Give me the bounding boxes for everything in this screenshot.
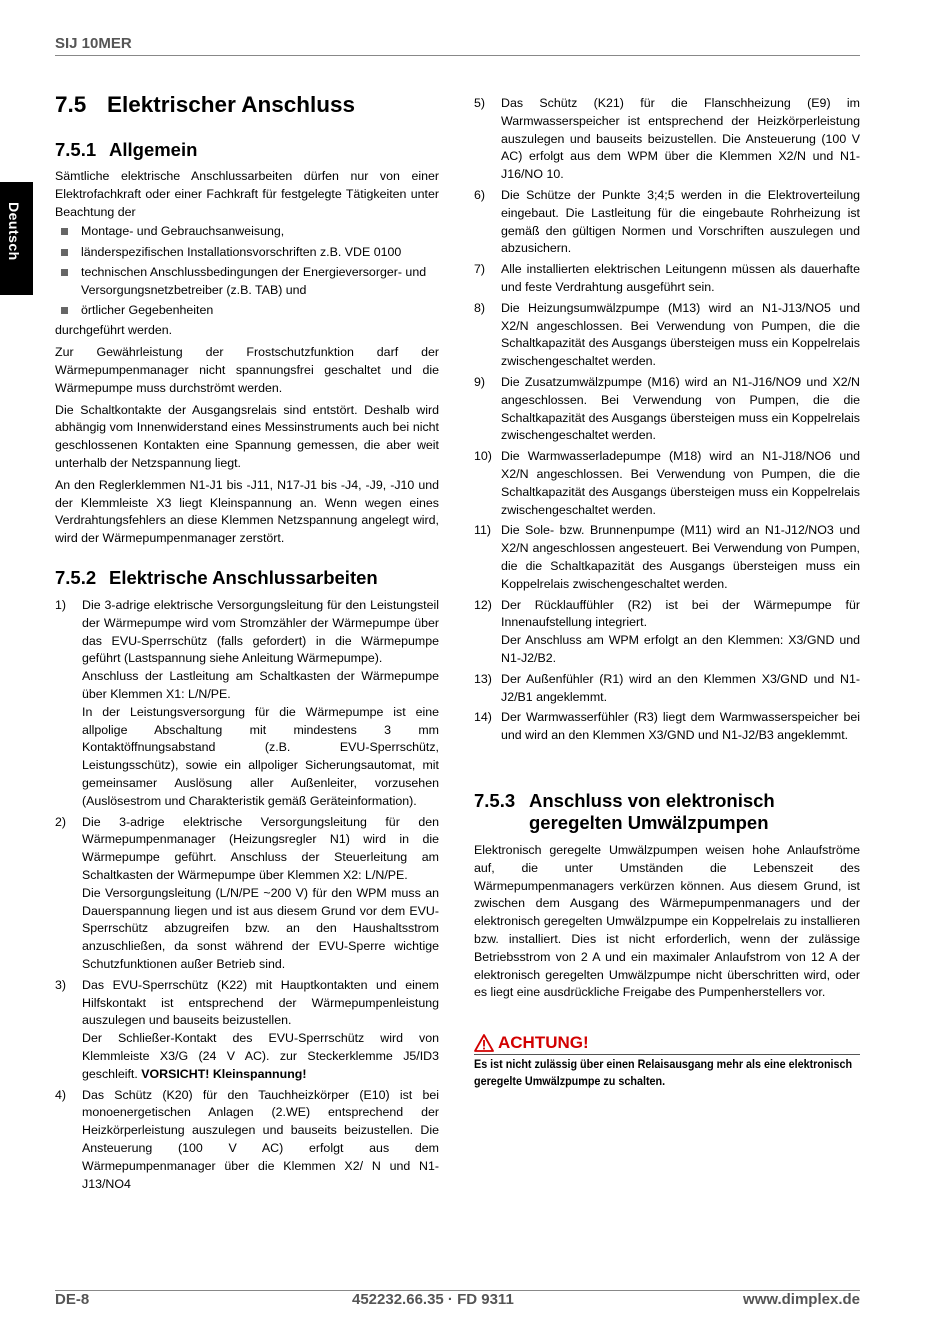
s752-continued bbox=[474, 95, 860, 748]
footer-website: www.dimplex.de bbox=[743, 1291, 860, 1308]
s753-text: Elektronisch geregelte Umwälzpumpen weisen hohe Anlaufströme auf, die unter Umständen die Lebenszeit des Wärmepumpenmanagers verkürzen können. Aus diesem Grund, ist zwischen dem Ausgang des Wärmepumpenmanagers und der elektronisch geregelten Umwälzpumpe ein Koppelrelais zu installieren bzw. installiert. Dies ist nicht erforderlich, wenn der zulässige Betriebsstrom von 2 A und ein maximaler Anlaufstrom von 12 A der elektronisch geregelten Umwälzpumpe nicht überschritten wird, oder es liegt eine ausdrückliche Freigabe des Pumpenherstellers vor. bbox=[474, 843, 860, 1000]
s752-item-text: Der Warmwasserfühler (R3) liegt dem Warmwasserspeicher bei und wird an den Klemmen X3/GND und N1-J2/B3 angeklemmt. bbox=[501, 710, 860, 743]
s752-item-text: Die 3-adrige elektrische Versorgungsleitung für den Wärmepumpenmanager (Heizungsregler N1) wird in die Wärmepumpe geführt. Anschluss der Steuerleitung am Schaltkasten der Wärmepumpe über Klemmen X2: L/N/PE. bbox=[82, 814, 439, 882]
s752-item-text: Der Außenfühler (R1) wird an den Klemmen X3/GND und N1-J2/B1 angeklemmt. bbox=[501, 671, 860, 704]
s752-item-text-2: Die Versorgungsleitung (L/N/PE ~200 V) für den WPM muss an Dauerspannung liegen und ist aus diesem Grund vor dem EVU-Sperrschütz abzugreifen bzw. an den Haushaltsstrom anzuschließen, da sonst während der EVU-Sperre wichtige Schutzfunktionen außer Betrieb sind. bbox=[82, 885, 439, 971]
section-number: 7.5 bbox=[55, 92, 87, 117]
subsection-752 bbox=[55, 567, 439, 1196]
s752-item-text: Die 3-adrige elektrische Versorgungsleitung für den Leistungsteil der Wärmepumpe wird vom Stromzähler der Wärmepumpe über das EVU-Sperrschütz (falls gefordert) in die Wärmepumpe geführt (Lastspannung siehe Anleitung Wärmepumpe). bbox=[82, 598, 439, 666]
s751-bullet: technischen Anschlussbedingungen der Energieversorger- und Versorgungsnetzbetreiber (z.B. TAB) und bbox=[55, 264, 439, 300]
s752-item-text: Die Sole- bzw. Brunnenpumpe (M11) wird an N1-J12/NO3 und X2/N angeschlossen angesteuert. Bei Verwendung von Pumpen, die die Schaltkapazität des Ausgangs übersteigen muss ein Koppelrelais zwischengeschaltet werden. bbox=[501, 523, 860, 591]
s751-bullet: Montage- und Gebrauchsanweisung, bbox=[55, 223, 439, 241]
s751-bullet: örtlicher Gegebenheiten bbox=[55, 302, 439, 320]
s752-list-left bbox=[55, 597, 439, 1193]
s751-paragraph-2: Zur Gewährleistung der Frostschutzfunktion darf der Wärmepumpenmanager nicht spannungsfrei geschaltet und die Wärmepumpe muss durchströmt werden. bbox=[55, 345, 439, 395]
subsection-753-number: 7.5.3 bbox=[474, 790, 516, 811]
s752-item bbox=[55, 597, 439, 811]
s751-bullet-list bbox=[55, 223, 439, 319]
warning-title: ACHTUNG! bbox=[498, 1033, 589, 1052]
s752-item-number: 10) bbox=[474, 449, 492, 464]
language-tab bbox=[0, 182, 33, 295]
s752-item bbox=[474, 448, 860, 519]
s752-item-number: 12) bbox=[474, 597, 492, 612]
s752-item-number: 5) bbox=[474, 96, 486, 110]
s752-item-text: Das Schütz (K20) für den Tauchheizkörper (E10) ist bei monoenergetischen Anlagen (2.WE) entsprechend der Heizkörperleistung auszulegen und bauseits beizustellen. Die Ansteuerung (100 V AC) erfolgt aus dem Wärmepumpenmanager über die Klemmen X2/ N und N1-J13/NO4 bbox=[82, 1087, 439, 1191]
warning-header bbox=[474, 1033, 860, 1053]
s752-item bbox=[474, 597, 860, 668]
subsection-751 bbox=[55, 139, 439, 548]
s752-item-text-2: Anschluss der Lastleitung am Schaltkasten der Wärmepumpe über Klemmen X1: L/N/PE. bbox=[82, 669, 439, 701]
s751-intro: Sämtliche elektrische Anschlussarbeiten dürfen nur von einer Elektrofachkraft oder einer Fachkraft für festgelegte Tätigkeiten unter Beachtung der bbox=[55, 169, 439, 219]
s752-item-number: 11) bbox=[474, 523, 491, 538]
s752-item-text-2: Der Schließer-Kontakt des EVU-Sperrschütz wird von Klemmleiste X3/G (24 V AC). zur Steckerklemme J5/ID3 geschleift. bbox=[82, 1031, 439, 1081]
s752-item bbox=[474, 187, 860, 258]
s752-item bbox=[474, 709, 860, 745]
subsection-751-title: Allgemein bbox=[109, 139, 198, 160]
s752-item-number: 6) bbox=[474, 187, 486, 202]
s752-item bbox=[55, 1087, 439, 1194]
warning-text: Es ist nicht zulässig über einen Relaisausgang mehr als eine elektronisch geregelte Umwälzpumpe zu schalten. bbox=[474, 1058, 853, 1088]
s752-item-text: Der Rücklauffühler (R2) ist bei der Wärmepumpe für Innenaufstellung integriert. bbox=[501, 597, 860, 630]
warning-triangle-icon bbox=[474, 1034, 494, 1052]
s752-item-text: Das Schütz (K21) für die Flanschheizung (E9) im Warmwasserspeicher ist entsprechend der Heizkörperleistung auszulegen und bauseits beizustellen. Die Ansteuerung (100 V AC) erfolgt aus dem WPM über die Klemmen X2/N und N1-J16/NO 10. bbox=[501, 96, 860, 182]
s752-item bbox=[55, 814, 439, 974]
s752-item-text: Die Heizungsumwälzpumpe (M13) wird an N1-J13/NO5 und X2/N angeschlossen. Bei Verwendung von Pumpen, die die Schaltkapazität des Ausgangs übersteigen muss ein Koppelrelais zwischengeschaltet werden. bbox=[501, 300, 860, 369]
s752-item bbox=[474, 522, 860, 593]
s752-item-number: 3) bbox=[55, 977, 67, 992]
s752-item-text-2: Der Anschluss am WPM erfolgt an den Klemmen: X3/GND und N1-J2/B2. bbox=[501, 633, 860, 665]
subsection-751-heading bbox=[55, 139, 439, 161]
warning-divider bbox=[474, 1054, 860, 1055]
header-divider bbox=[55, 55, 860, 56]
s752-item bbox=[474, 261, 860, 297]
footer-document-number: 452232.66.35 · FD 9311 bbox=[352, 1291, 514, 1308]
s752-item-number: 2) bbox=[55, 814, 67, 829]
s752-item-number: 1) bbox=[55, 598, 67, 612]
s751-bullet: länderspezifischen Installationsvorschriften z.B. VDE 0100 bbox=[55, 244, 439, 262]
s752-item-text: Das EVU-Sperrschütz (K22) mit Hauptkontakten und einem Hilfskontakt ist entsprechend der Wärmepumpenleistung auszulegen und bauseits beizustellen. bbox=[82, 977, 439, 1028]
s752-item-text: Die Schütze der Punkte 3;4;5 werden in die Elektroverteilung eingebaut. Die Lastleitung für die eingebaute Rohrheizung ist gemäß den gültigen Normen und Vorschriften auszulegen und abzusichern. bbox=[501, 187, 860, 256]
subsection-752-heading bbox=[55, 567, 439, 589]
language-tab-label: Deutsch bbox=[6, 202, 22, 261]
warning-box bbox=[474, 1033, 860, 1090]
subsection-752-number: 7.5.2 bbox=[55, 567, 97, 588]
s752-item bbox=[474, 374, 860, 445]
s752-item-number: 4) bbox=[55, 1087, 67, 1102]
s752-item bbox=[474, 671, 860, 707]
s752-item-number: 7) bbox=[474, 262, 486, 277]
subsection-752-title: Elektrische Anschlussarbeiten bbox=[109, 567, 378, 588]
subsection-753-title-line1: Anschluss von elektronisch bbox=[529, 790, 775, 811]
s752-item-number: 13) bbox=[474, 671, 492, 686]
subsection-753-heading bbox=[474, 790, 860, 834]
subsection-753-title-line2: geregelten Umwälzpumpen bbox=[529, 812, 769, 833]
s752-item bbox=[474, 300, 860, 371]
header-title: SIJ 10MER bbox=[55, 35, 132, 52]
s752-item-number: 8) bbox=[474, 300, 486, 315]
s752-item-caution: VORSICHT! Kleinspannung! bbox=[141, 1066, 307, 1081]
s751-after-bullets: durchgeführt werden. bbox=[55, 323, 173, 338]
subsection-753 bbox=[474, 790, 860, 1002]
s752-item-number: 9) bbox=[474, 374, 486, 389]
s751-paragraph-3: Die Schaltkontakte der Ausgangsrelais sind entstört. Deshalb wird abhängig vom Innenwiderstand eines Messinstruments auch bei nicht geschlossenen Kontakten eine Spannung gemessen, die aber weit unterhalb der Netzspannung liegt. bbox=[55, 402, 439, 470]
section-heading bbox=[55, 92, 355, 118]
s752-item-text: Die Warmwasserladepumpe (M18) wird an N1-J18/NO6 und X2/N angeschlossen. Bei Verwendung von Pumpen, die die Schaltkapazität des Ausgangs übersteigen muss ein Koppelrelais zwischengeschaltet werden. bbox=[501, 449, 860, 517]
s752-item-text-3: In der Leistungsversorgung für die Wärmepumpe ist eine allpolige Abschaltung mit mindestens 3 mm Kontaktöffnungsabstand (z.B. EVU-Sperrschütz, Leistungsschütz), sowie ein allpoliger Sicherungsautomat, mit gemeinsamer Auslösung aller Außenleiter, vorzusehen (Auslösestrom und Charakteristik gemäß Geräteinformation). bbox=[82, 704, 439, 808]
s752-item-text: Die Zusatzumwälzpumpe (M16) wird an N1-J16/NO9 und X2/N angeschlossen. Bei Verwendung von Pumpen, die die Schaltkapazität des Ausgangs übersteigen muss ein Koppelrelais zwischengeschaltet werden. bbox=[501, 374, 860, 443]
section-title: Elektrischer Anschluss bbox=[107, 92, 356, 117]
s751-paragraph-4: An den Reglerklemmen N1-J1 bis -J11, N17-J1 bis -J4, -J9, -J10 und der Klemmleiste X3 liegt Kleinspannung an. Wenn wegen eines Verdrahtungsfehlers an diese Klemmen Netzspannung angelegt wird, wird der Wärmepumpenmanager zerstört. bbox=[55, 477, 439, 546]
subsection-751-number: 7.5.1 bbox=[55, 139, 97, 160]
footer-page-number: DE-8 bbox=[55, 1291, 90, 1308]
s752-item bbox=[55, 977, 439, 1084]
s752-item-text: Alle installierten elektrischen Leitungenn müssen als dauerhafte und feste Verdrahtung ausgeführt sein. bbox=[501, 262, 860, 294]
s752-item-number: 14) bbox=[474, 710, 492, 725]
s752-item bbox=[474, 95, 860, 184]
s752-list-right bbox=[474, 95, 860, 745]
